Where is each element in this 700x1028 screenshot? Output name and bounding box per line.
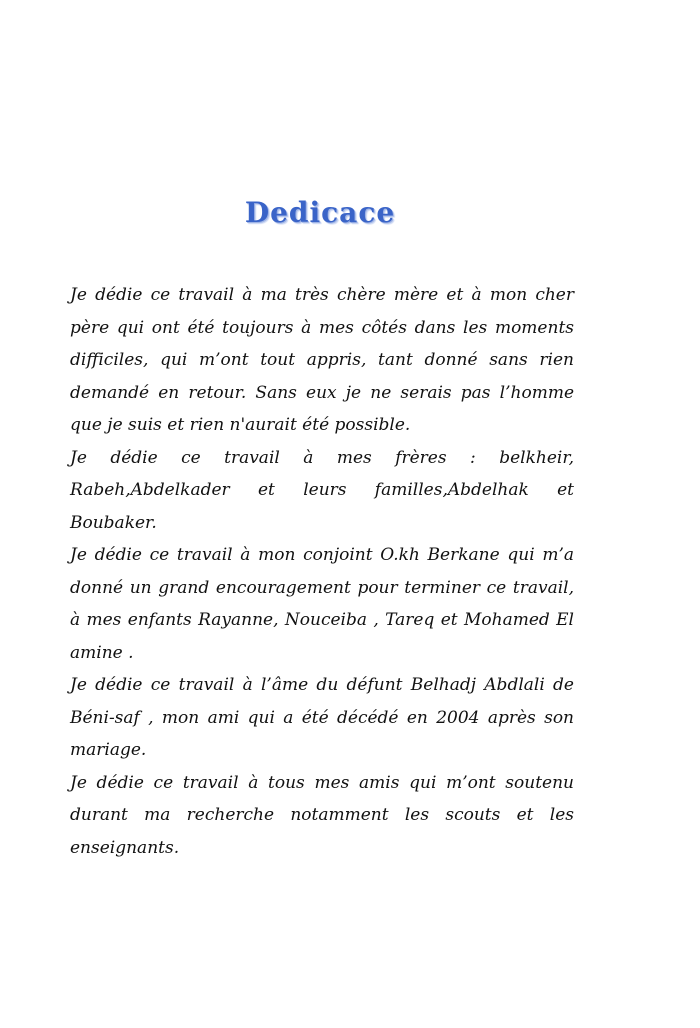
- paragraph-parents: Je dédie ce travail à ma très chère mère et à mon cher père qui ont été toujours à mes côtés dans les moments difficiles, qui m’ont tout appris, tant donné sans rien demandé en retour. Sans eux je ne serais pas l’homme que je suis et rien n'aurait été possible.: [70, 285, 574, 435]
- paragraph-late-friend: Je dédie ce travail à l’âme du défunt Belhadj Abdlali de Béni-saf , mon ami qui a été décédé en 2004 après son mariage.: [70, 675, 574, 760]
- paragraph-brothers: Je dédie ce travail à mes frères : belkheir, Rabeh,Abdelkader et leurs familles,Abdelhak et Boubaker.: [70, 447, 574, 533]
- paragraph-spouse-children: Je dédie ce travail à mon conjoint O.kh Berkane qui m’a donné un grand encouragement pour terminer ce travail, à mes enfants Rayanne, Nouceiba , Tareq et Mohamed El amine .: [70, 545, 574, 663]
- page-title: Dedicace: [244, 196, 396, 229]
- dedication-body: [70, 279, 574, 864]
- paragraph-friends: Je dédie ce travail à tous mes amis qui m’ont soutenu durant ma recherche notamment les scouts et les enseignants.: [70, 772, 574, 858]
